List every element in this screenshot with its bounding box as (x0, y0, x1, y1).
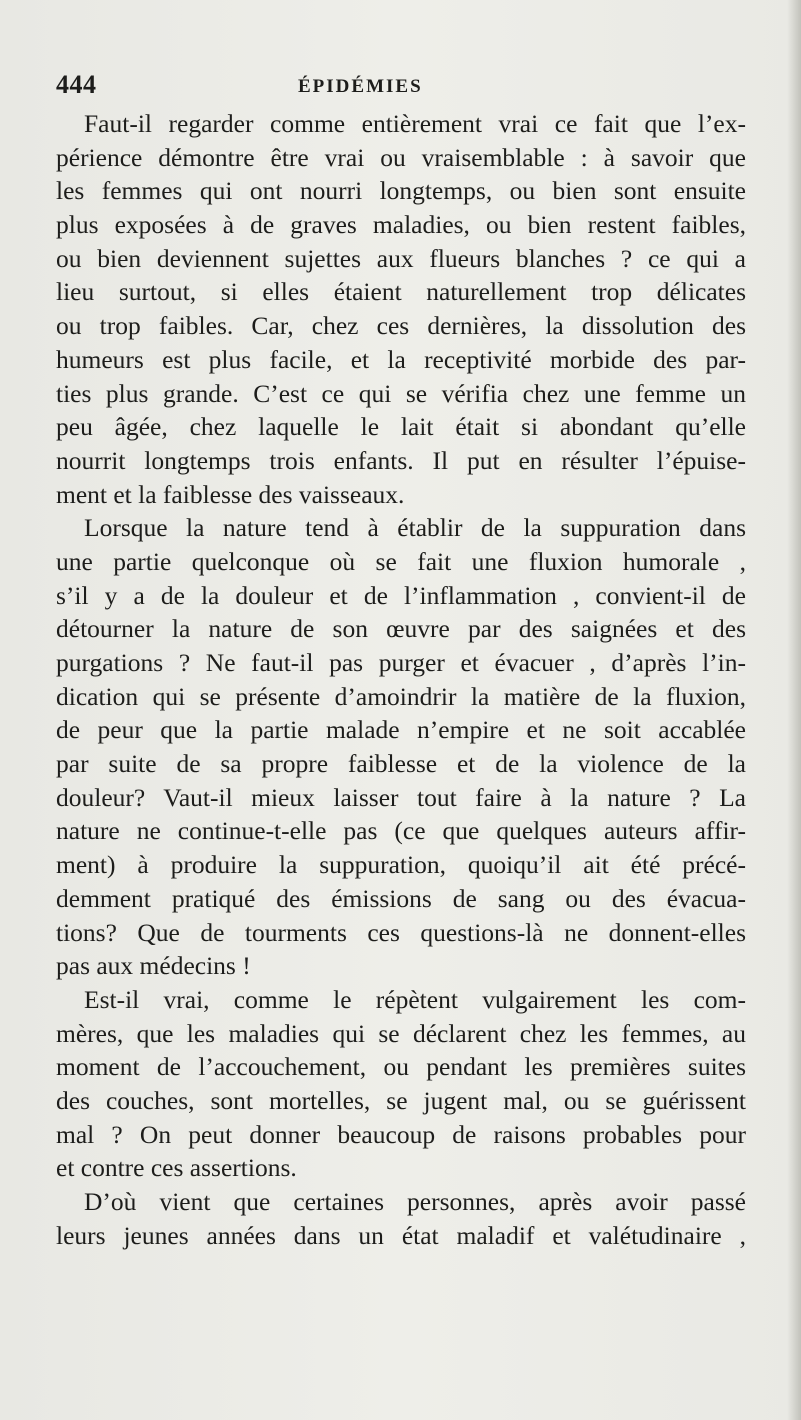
text-line: de peur que la partie malade n’empire et ne soit accablée (56, 715, 746, 745)
text-line: par suite de sa propre faiblesse et de la violence de la (56, 749, 746, 779)
text-line: nourrit longtemps trois enfants. Il put en résulter l’épuise- (56, 445, 746, 475)
text-line: périence démontre être vrai ou vraisemblable : à savoir que (56, 142, 746, 172)
page-header (56, 70, 746, 104)
running-head: ÉPIDÉMIES (298, 76, 423, 97)
text-line: demment pratiqué des émissions de sang ou des évacua- (56, 883, 746, 913)
text-line: douleur? Vaut-il mieux laisser tout faire à la nature ? La (56, 782, 746, 812)
text-line: nature ne continue-t-elle pas (ce que quelques auteurs affir- (56, 816, 746, 846)
text-line: moment de l’accouchement, ou pendant les premières suites (56, 1052, 746, 1082)
text-line: peu âgée, chez laquelle le lait était si abondant qu’elle (56, 412, 746, 442)
text-line: ment et la faiblesse des vaisseaux. (56, 479, 405, 509)
text-line: pas aux médecins ! (56, 951, 251, 981)
text-line: des couches, sont mortelles, se jugent mal, ou se guérissent (56, 1085, 746, 1115)
text-line: ou trop faibles. Car, chez ces dernières, la dissolution des (56, 311, 746, 341)
text-line: mal ? On peut donner beaucoup de raisons probables pour (56, 1119, 746, 1149)
text-line: Est-il vrai, comme le répètent vulgairement les com- (84, 984, 746, 1014)
text-line: ties plus grande. C’est ce qui se vérifia chez une femme un (56, 378, 746, 408)
text-line: Faut-il regarder comme entièrement vrai ce fait que l’ex- (84, 109, 746, 138)
text-line: ment) à produire la suppuration, quoiqu’il ait été précé- (56, 850, 746, 880)
page-number: 444 (56, 70, 97, 99)
text-line: Lorsque la nature tend à établir de la suppuration dans (84, 513, 746, 543)
text-line: et contre ces assertions. (56, 1153, 297, 1183)
text-line: s’il y a de la douleur et de l’inflammation , convient-il de (56, 580, 746, 610)
text-line: purgations ? Ne faut-il pas purger et évacuer , d’après l’in- (56, 648, 746, 677)
text-line: leurs jeunes années dans un état maladif et valétudinaire , (56, 1220, 746, 1250)
text-line: les femmes qui ont nourri longtemps, ou bien sont ensuite (56, 176, 746, 206)
page-edge-shadow (787, 0, 801, 1420)
text-line: D’où vient que certaines personnes, après avoir passé (84, 1187, 746, 1216)
text-line: une partie quelconque où se fait une fluxion humorale , (56, 546, 746, 576)
text-line: dication qui se présente d’amoindrir la matière de la fluxion, (56, 681, 746, 711)
text-line: détourner la nature de son œuvre par des saignées et des (56, 614, 746, 644)
text-line: lieu surtout, si elles étaient naturellement trop délicates (56, 277, 746, 307)
text-line: mères, que les maladies qui se déclarent chez les femmes, au (56, 1018, 746, 1048)
text-line: plus exposées à de graves maladies, ou bien restent faibles, (56, 210, 746, 240)
text-line: ou bien deviennent sujettes aux flueurs blanches ? ce qui a (56, 243, 746, 273)
text-line: tions? Que de tourments ces questions-là ne donnent-elles (56, 917, 746, 947)
text-line: humeurs est plus facile, et la receptivité morbide des par- (56, 344, 746, 374)
body-text (56, 107, 746, 1252)
